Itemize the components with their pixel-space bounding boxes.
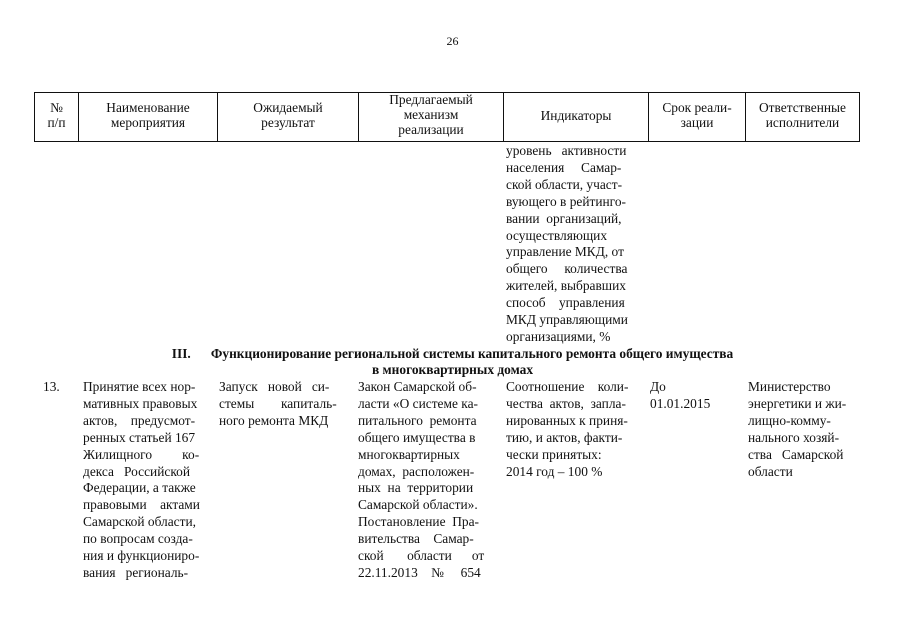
header-event-name: Наименование мероприятия <box>106 100 190 130</box>
page-number: 26 <box>446 34 459 48</box>
table-border-right <box>859 92 860 142</box>
section-title-line1: Функционирование региональной системы капитального ремонта общего имущества <box>210 346 734 361</box>
row-expected-result: Запуск новой си- стемы капиталь- ного ремонта МКД <box>219 379 337 428</box>
table-border-header-bottom <box>34 141 859 142</box>
header-indicators: Индикаторы <box>540 108 612 123</box>
row-number: 13. <box>43 379 60 394</box>
header-expected-result: Ожидаемый результат <box>253 100 323 130</box>
row-responsible: Министерство энергетики и жи- лищно-комму- нального хозяй- ства Самарской области <box>748 379 847 479</box>
section-heading-line2: в многоквартирных домах <box>371 362 534 377</box>
row-event-name: Принятие всех нор- мативных правовых актов, предусмот- ренных статьей 167 Жилищного ко- декса Российской Федерации, а также правовыми актами Самарской области, по вопросам созда- ния и функциониро- вания региональ- <box>83 379 200 580</box>
header-responsible: Ответственные исполнители <box>759 100 846 130</box>
header-number: № п/п <box>47 100 66 130</box>
row-mechanism: Закон Самарской об- ласти «О системе ка- питального ремонта общего имущества в многоквартирных домах, расположен- ных на территории Самарской области». Постановление Пра- вительства Самар- ской области от 22.11.2013 № 654 <box>358 379 485 580</box>
section-heading <box>0 346 905 362</box>
row-deadline: До 01.01.2015 <box>650 379 711 411</box>
header-mechanism: Предлагаемый механизм реализации <box>389 92 473 137</box>
row-indicators: Соотношение коли- чества актов, запла- нированных к приня- тию, и актов, факти- чески принятых: 2014 год – 100 % <box>506 379 629 479</box>
section-number: III. <box>171 346 191 361</box>
header-deadline: Срок реали- зации <box>662 100 732 130</box>
continuation-indicator-text: уровень активности населения Самар- ской области, участ- вующего в рейтинго- вании организаций, осуществляющих управление МКД, от общего количества жителей, выбравших способ управления МКД управляющими организациями, % <box>506 143 628 344</box>
